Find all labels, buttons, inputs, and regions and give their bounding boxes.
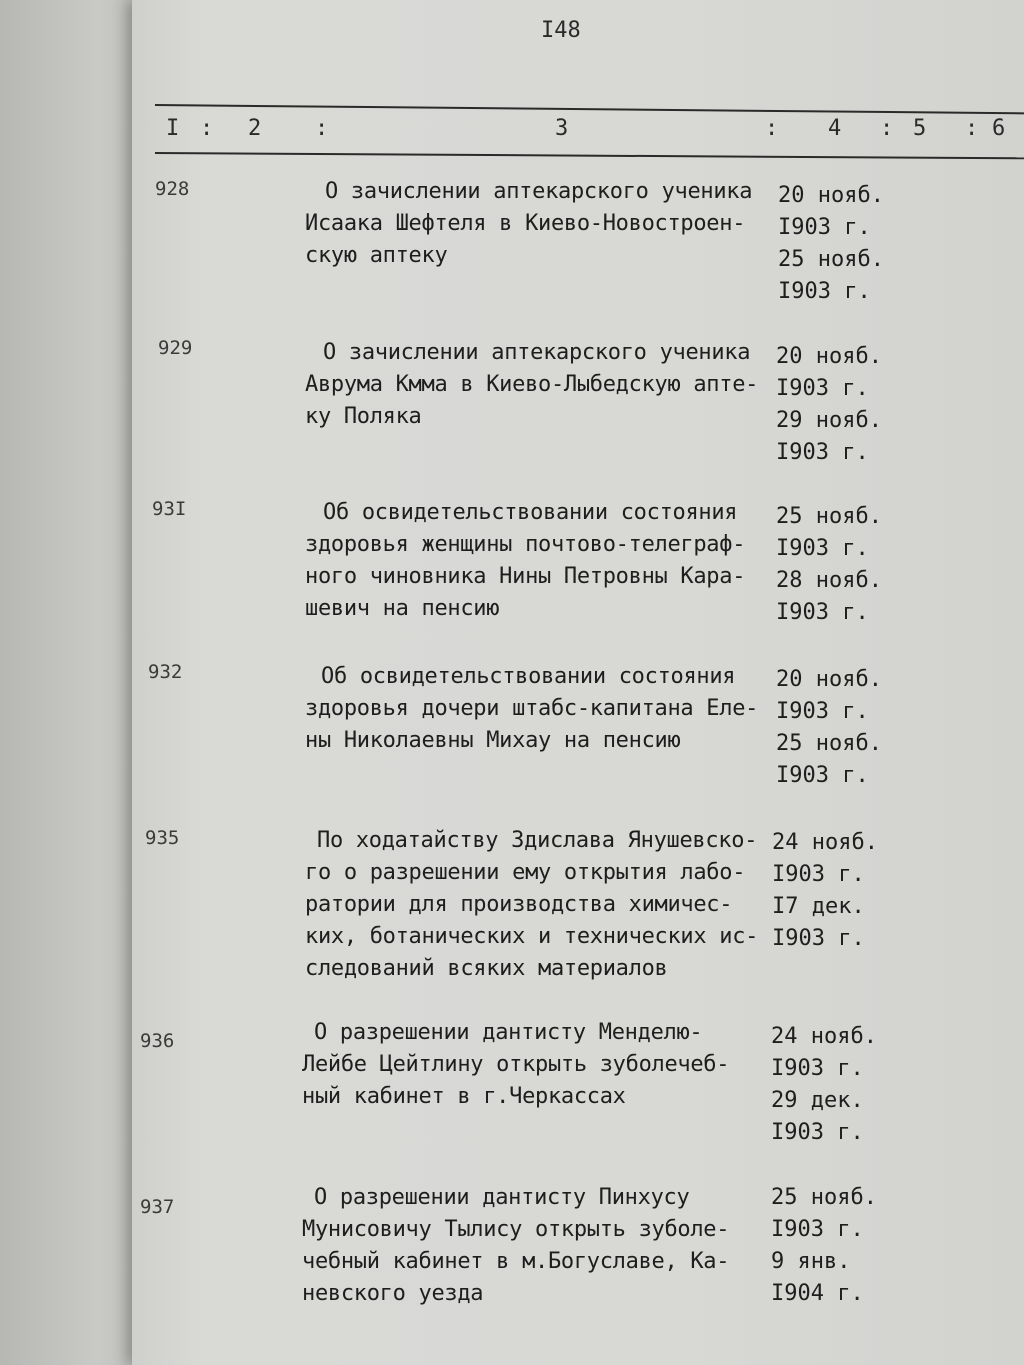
description-line: следований всяких материалов: [305, 956, 668, 981]
date-line: 25 нояб.: [778, 247, 884, 272]
date-line: I903 г.: [772, 926, 865, 951]
entry-description: [302, 1182, 784, 1310]
date-line: I903 г.: [776, 536, 869, 561]
date-line: 24 нояб.: [771, 1024, 877, 1049]
description-line: невского уезда: [302, 1281, 484, 1306]
date-line: I903 г.: [771, 1056, 864, 1081]
description-line: Исаака Шефтеля в Киево-Новостроен-: [305, 211, 746, 236]
date-line: I7 дек.: [772, 894, 865, 919]
entry-dates: [771, 1021, 891, 1149]
entry-dates: [776, 501, 896, 629]
date-line: 25 нояб.: [776, 731, 882, 756]
column-header-1: I: [166, 116, 180, 141]
date-line: 9 янв.: [771, 1249, 851, 1274]
description-line: здоровья дочери штабс-капитана Еле-: [305, 696, 759, 721]
entry-number: 929: [158, 337, 193, 359]
entry-dates: [772, 827, 892, 955]
entry-description: [305, 337, 793, 433]
description-line: О зачислении аптекарского ученика: [323, 340, 751, 365]
entry-number: 932: [148, 661, 183, 683]
description-line: ный кабинет в г.Черкассах: [302, 1084, 626, 1109]
column-header-5: 5: [913, 116, 927, 141]
description-line: ку Поляка: [305, 404, 422, 429]
description-line: ного чиновника Нины Петровны Кара-: [305, 564, 746, 589]
entry-number: 935: [145, 827, 180, 849]
description-line: здоровья женщины почтово-телеграф-: [305, 532, 746, 557]
entry-number: 937: [140, 1196, 175, 1218]
description-line: Мунисовичу Тылису открыть зуболе-: [302, 1217, 730, 1242]
column-separator: :: [880, 116, 894, 141]
description-line: шевич на пенсию: [305, 596, 500, 621]
entry-dates: [778, 180, 898, 308]
column-header-2: 2: [248, 116, 262, 141]
date-line: I903 г.: [771, 1120, 864, 1145]
column-header-3: 3: [555, 116, 569, 141]
description-line: го о разрешении ему открытия лабо-: [305, 860, 746, 885]
entry-number: 928: [155, 178, 190, 200]
column-separator: :: [965, 116, 979, 141]
description-line: О зачислении аптекарского ученика: [325, 179, 753, 204]
description-line: чебный кабинет в м.Богуславе, Ка-: [302, 1249, 730, 1274]
entry-description: [302, 1017, 784, 1113]
date-line: I903 г.: [776, 763, 869, 788]
description-line: О разрешении дантисту Пинхусу: [314, 1185, 690, 1210]
date-line: I903 г.: [772, 862, 865, 887]
description-line: ратории для производства химичес-: [305, 892, 733, 917]
page-number: I48: [541, 18, 581, 43]
description-line: О разрешении дантисту Менделю-: [314, 1020, 703, 1045]
date-line: I903 г.: [776, 600, 869, 625]
entry-description: [305, 176, 795, 272]
entry-dates: [771, 1182, 891, 1310]
date-line: I903 г.: [771, 1217, 864, 1242]
column-separator: :: [200, 116, 214, 141]
date-line: 29 нояб.: [776, 408, 882, 433]
description-line: Лейбе Цейтлину открыть зуболечеб-: [302, 1052, 730, 1077]
date-line: 29 дек.: [771, 1088, 864, 1113]
date-line: 25 нояб.: [776, 504, 882, 529]
date-line: 20 нояб.: [776, 667, 882, 692]
description-line: скую аптеку: [305, 243, 448, 268]
date-line: I903 г.: [778, 279, 871, 304]
date-line: I904 г.: [771, 1281, 864, 1306]
entry-description: [305, 497, 793, 625]
description-line: Об освидетельствовании состояния: [323, 500, 738, 525]
entry-number: 93I: [152, 498, 187, 520]
description-line: ких, ботанических и технических ис-: [305, 924, 759, 949]
left-page-edge: [0, 0, 141, 1365]
date-line: 28 нояб.: [776, 568, 882, 593]
date-line: 24 нояб.: [772, 830, 878, 855]
column-separator: :: [315, 116, 329, 141]
description-line: Об освидетельствовании состояния: [321, 664, 736, 689]
entry-number: 936: [140, 1030, 175, 1052]
date-line: 20 нояб.: [778, 183, 884, 208]
date-line: I903 г.: [776, 440, 869, 465]
column-separator: :: [765, 116, 779, 141]
column-header-6: 6: [992, 116, 1006, 141]
column-header-4: 4: [828, 116, 842, 141]
date-line: I903 г.: [776, 376, 869, 401]
entry-dates: [776, 341, 896, 469]
entry-dates: [776, 664, 896, 792]
entry-description: [305, 661, 791, 757]
entry-description: [305, 825, 775, 985]
description-line: Аврума Кмма в Киево-Лыбедскую апте-: [305, 372, 759, 397]
description-line: По ходатайству Здислава Янушевско-: [317, 828, 758, 853]
description-line: ны Николаевны Михау на пенсию: [305, 728, 681, 753]
date-line: I903 г.: [778, 215, 871, 240]
date-line: 25 нояб.: [771, 1185, 877, 1210]
date-line: 20 нояб.: [776, 344, 882, 369]
date-line: I903 г.: [776, 699, 869, 724]
